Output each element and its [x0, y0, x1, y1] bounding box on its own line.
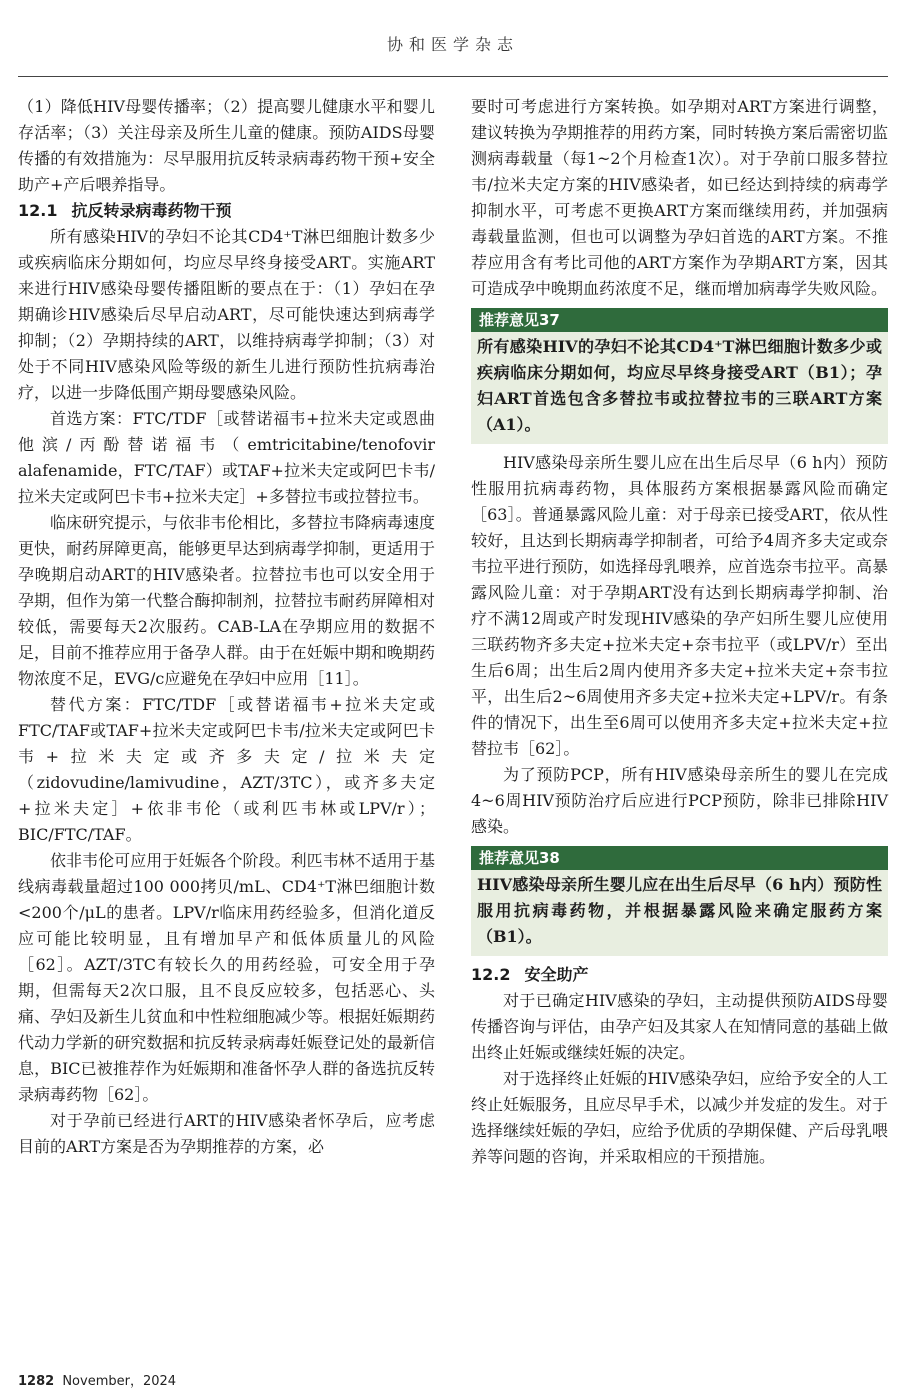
- paragraph: （1）降低HIV母婴传播率；（2）提高婴儿健康水平和婴儿存活率；（3）关注母亲及所生儿童的健康。预防AIDS母婴传播的有效措施为：尽早服用抗反转录病毒药物干预+安全助产+产后喂养指导。: [18, 97, 435, 194]
- header-divider: [18, 76, 888, 77]
- section-heading-12-2: [471, 962, 888, 988]
- section-heading-12-1: [18, 198, 435, 224]
- paragraph: 首选方案：FTC/TDF［或替诺福韦+拉米夫定或恩曲他滨/丙酚替诺福韦（emtricitabine/tenofovir alafenamide，FTC/TAF）或TAF+拉米夫定或阿巴卡韦/拉米夫定或阿巴卡韦+拉米夫定］+多替拉韦或拉替拉韦。: [18, 409, 435, 506]
- recommendation-title: 推荐意见37: [471, 308, 888, 332]
- section-number: 12.2: [471, 965, 511, 984]
- section-title: 安全助产: [524, 965, 589, 984]
- section-number: 12.1: [18, 201, 58, 220]
- paragraph: HIV感染母亲所生婴儿应在出生后尽早（6 h内）预防性服用抗病毒药物，具体服药方案根据暴露风险而确定［63］。普通暴露风险儿童：对于母亲已接受ART，依从性较好，且达到长期病毒学抑制者，可给予4周齐多夫定或奈韦拉平进行预防，如选择母乳喂养，应首选奈韦拉平。高暴露风险儿童：对于孕期ART没有达到长期病毒学抑制、治疗不满12周或产时发现HIV感染的孕产妇所生婴儿应使用三联药物齐多夫定+拉米夫定+奈韦拉平（或LPV/r）至出生后6周；出生后2周内使用齐多夫定+拉米夫定+奈韦拉平，出生后2~6周使用齐多夫定+拉米夫定+LPV/r。有条件的情况下，出生至6周可以使用齐多夫定+拉米夫定+拉替拉韦［62］。: [471, 453, 888, 758]
- recommendation-text: 所有感染HIV的孕妇不论其CD4⁺T淋巴细胞计数多少或疾病临床分期如何，均应尽早终身接受ART（B1）；孕妇ART首选包含多替拉韦或拉替拉韦的三联ART方案（A1）。: [477, 337, 882, 434]
- recommendation-text: HIV感染母亲所生婴儿应在出生后尽早（6 h内）预防性服用抗病毒药物，并根据暴露风险来确定服药方案（B1）。: [477, 875, 882, 946]
- recommendation-title: 推荐意见38: [471, 846, 888, 870]
- page-footer: [18, 1370, 176, 1389]
- paragraph: 要时可考虑进行方案转换。如孕期对ART方案进行调整，建议转换为孕期推荐的用药方案，同时转换方案后需密切监测病毒载量（每1~2个月检查1次）。对于孕前口服多替拉韦/拉米夫定方案的HIV感染者，如已经达到持续的病毒学抑制水平，可考虑不更换ART方案而继续用药，并加强病毒载量监测，但也可以调整为孕妇首选的ART方案。不推荐应用含有考比司他的ART方案作为孕期ART方案，因其可造成孕中晚期血药浓度不足，继而增加病毒学失败风险。: [471, 97, 888, 298]
- paragraph: 依非韦伦可应用于妊娠各个阶段。利匹韦林不适用于基线病毒载量超过100 000拷贝/mL、CD4⁺T淋巴细胞计数<200个/μL的患者。LPV/r临床用药经验多，但消化道反应可能比较明显，且有增加早产和低体质量儿的风险［62］。AZT/3TC有较长久的用药经验，可安全用于孕期，但需每天2次口服，且不良反应较多，包括恶心、头痛、孕妇及新生儿贫血和中性粒细胞减少等。根据妊娠期药代动力学新的研究数据和抗反转录病毒妊娠登记处的最新信息，BIC已被推荐作为妊娠期和准备怀孕人群的备选抗反转录病毒药物［62］。: [18, 851, 435, 1104]
- left-column: [18, 94, 435, 1160]
- paragraph: 临床研究提示，与依非韦伦相比，多替拉韦降病毒速度更快，耐药屏障更高，能够更早达到病毒学抑制，更适用于孕晚期启动ART的HIV感染者。拉替拉韦也可以安全用于孕期，但作为第一代整合酶抑制剂，拉替拉韦耐药屏障相对较低，需要每天2次服药。CAB-LA在孕期应用的数据不足，目前不推荐应用于备孕人群。由于在妊娠中期和晚期药物浓度不足，EVG/c应避免在孕妇中应用［11］。: [18, 513, 435, 688]
- right-column: [471, 94, 888, 1170]
- paragraph: 所有感染HIV的孕妇不论其CD4⁺T淋巴细胞计数多少或疾病临床分期如何，均应尽早终身接受ART。实施ART来进行HIV感染母婴传播阻断的要点在于：（1）孕妇在孕期确诊HIV感染后尽早启动ART，尽可能快速达到病毒学抑制；（2）孕期持续的ART，以维持病毒学抑制；（3）对处于不同HIV感染风险等级的新生儿进行预防性抗病毒治疗，以进一步降低围产期母婴感染风险。: [18, 227, 435, 402]
- recommendation-box-37: [471, 308, 888, 444]
- paragraph: 对于已确定HIV感染的孕妇，主动提供预防AIDS母婴传播咨询与评估，由孕产妇及其家人在知情同意的基础上做出终止妊娠或继续妊娠的决定。: [471, 991, 888, 1062]
- section-title: 抗反转录病毒药物干预: [71, 201, 232, 220]
- paragraph: 对于孕前已经进行ART的HIV感染者怀孕后，应考虑目前的ART方案是否为孕期推荐的方案，必: [18, 1111, 435, 1156]
- issue-date: November，2024: [62, 1374, 177, 1389]
- recommendation-box-38: [471, 846, 888, 956]
- paragraph: 替代方案：FTC/TDF［或替诺福韦+拉米夫定或FTC/TAF或TAF+拉米夫定或阿巴卡韦/拉米夫定或阿巴卡韦+拉米夫定或齐多夫定/拉米夫定（zidovudine/lamivudine，AZT/3TC），或齐多夫定+拉米夫定］+依非韦伦（或利匹韦林或LPV/r）；BIC/FTC/TAF。: [18, 695, 435, 844]
- paragraph: 为了预防PCP，所有HIV感染母亲所生的婴儿在完成4~6周HIV预防治疗后应进行PCP预防，除非已排除HIV感染。: [471, 765, 888, 836]
- journal-title: 协和医学杂志: [386, 35, 519, 54]
- paragraph: 对于选择终止妊娠的HIV感染孕妇，应给予安全的人工终止妊娠服务，且应尽早手术，以减少并发症的发生。对于选择继续妊娠的孕妇，应给予优质的孕期保健、产后母乳喂养等问题的咨询，并采取相应的干预措施。: [471, 1069, 888, 1166]
- page-number: 1282: [18, 1374, 55, 1389]
